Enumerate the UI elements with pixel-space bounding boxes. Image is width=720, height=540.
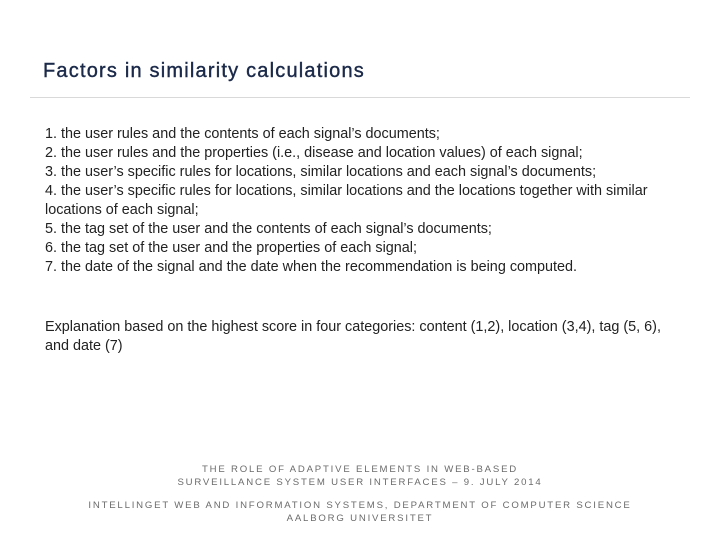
footer-presentation-title-line-1: THE ROLE OF ADAPTIVE ELEMENTS IN WEB-BASED	[201, 464, 519, 475]
factor-list	[45, 125, 685, 277]
factor-item-4: 4. the user’s specific rules for locations, similar locations and the locations together with similar locations of each signal;	[45, 183, 648, 218]
footer-institution-line-2: AALBORG UNIVERSITET	[286, 513, 434, 524]
factor-item-6: 6. the tag set of the user and the properties of each signal;	[45, 240, 417, 256]
slide-title: Factors in similarity calculations	[43, 60, 365, 82]
factor-item-7: 7. the date of the signal and the date when the recommendation is being computed.	[45, 259, 578, 275]
factor-item-1: 1. the user rules and the contents of each signal’s documents;	[45, 126, 440, 142]
factor-item-3: 3. the user’s specific rules for locations, similar locations and each signal’s documents;	[45, 164, 597, 180]
explanation-text: Explanation based on the highest score in four categories: content (1,2), location (3,4), tag (5, 6), and date (7)	[45, 319, 661, 354]
factor-item-5: 5. the tag set of the user and the contents of each signal’s documents;	[45, 221, 492, 237]
footer-institution-line-1: INTELLINGET WEB AND INFORMATION SYSTEMS, DEPARTMENT OF COMPUTER SCIENCE	[88, 500, 632, 511]
factor-item-2: 2. the user rules and the properties (i.e., disease and location values) of each signal;	[45, 145, 583, 161]
title-divider	[30, 97, 690, 98]
footer-presentation-title-line-2: SURVEILLANCE SYSTEM USER INTERFACES – 9. JULY 2014	[177, 477, 543, 488]
